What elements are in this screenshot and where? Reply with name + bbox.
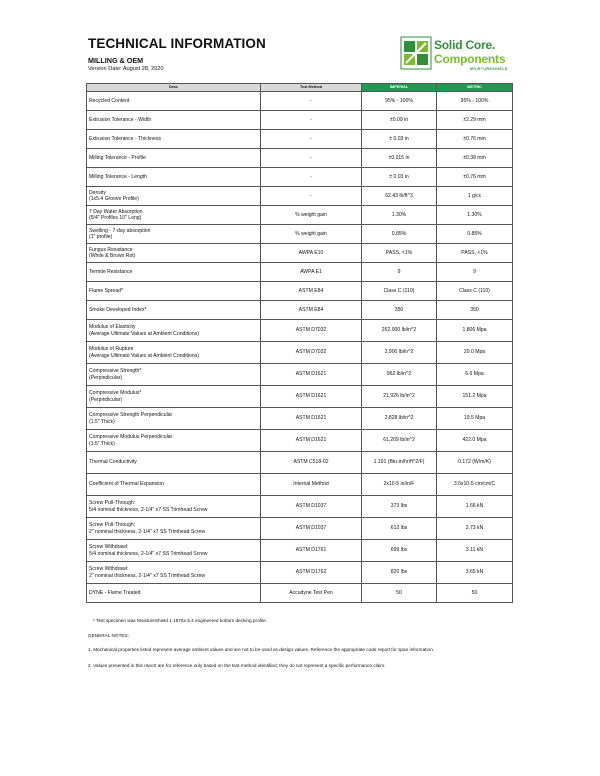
table-row [87,187,513,206]
spec-table-body [87,92,513,603]
cell-desc-line2: (5/4" Profiles 10" Long) [89,215,142,221]
cell-desc [87,111,261,130]
table-row [87,282,513,301]
cell-imperial: 2,900 lb/in^2 [362,342,437,364]
header-metric: METRIC [437,84,513,92]
cell-desc [87,320,261,342]
cell-desc-line1: Milling Tolerance - Profile [89,154,146,161]
table-row [87,562,513,584]
cell-test-method: - [261,168,362,187]
cell-desc-line1: Swelling - 7-day absorption [89,227,151,234]
cell-imperial: ± 0.03 in [362,130,437,149]
cell-metric: 1.66 kN [437,496,513,518]
cell-metric: 1,806 Mpa [437,320,513,342]
cell-desc-line1: Compressive Modulus* [89,390,142,397]
table-row [87,168,513,187]
cell-imperial: 2x10-5 in/in/F [362,474,437,496]
cell-test-method: ASTM D7032 [261,342,362,364]
cell-test-method: ASTM D1621 [261,364,362,386]
general-note-1: 1. Mechanical properties listed represent average ambient values and are not to be used as design values. Reference the appropriate code report for span information. [88,647,435,652]
cell-metric: 20.0 Mpa [437,342,513,364]
company-logo [400,34,516,80]
cell-imperial: 21,926 lb/in^2 [362,386,437,408]
cell-metric: 3.65 kN [437,562,513,584]
cell-desc-line1: Smoke Developed Index* [89,306,147,313]
cell-desc-line2: 5/4 nominal thickness, 2-1/4" x7 SS Trimhead Screw [89,506,208,513]
cell-desc-line1: Recycled Content [89,97,130,104]
cell-imperial: 262,000 lb/in^2 [362,320,437,342]
cell-imperial: 1.191 (Btu-in/hr/ft^2/F) [362,452,437,474]
page-subtitle: MILLING & OEM [88,56,144,65]
cell-desc-line1: Fungus Resistance [89,246,133,253]
cell-desc-line2: (Perpindicular) [89,396,123,403]
cell-desc-line1: Extrusion Tolerance - Width [89,116,152,123]
cell-desc [87,496,261,518]
cell-desc-line2: (Average Ultimate Values at Ambient Conditions) [89,352,199,359]
cell-desc-line2: (1.5" Thick) [89,418,115,425]
spec-table [86,83,513,603]
cell-desc [87,518,261,540]
cell-desc-line1: Flame Spread* [89,287,123,294]
table-row [87,364,513,386]
cell-imperial: 9 [362,263,437,282]
cell-imperial: 373 lbs [362,496,437,518]
cell-desc [87,408,261,430]
cell-test-method: ASTM D1037 [261,496,362,518]
table-header-row [87,84,513,92]
cell-desc [87,168,261,187]
cell-imperial: 962 lb/in^2 [362,364,437,386]
logo-word-solid-core: Solid Core. [434,38,496,52]
cell-desc-line1: Termite Resistance [89,268,133,275]
cell-desc-line1: Modulus of Elasticity [89,324,136,331]
general-note-2: 2. Values presented in this report are for reference only based on the test method identified; they do not represent a specific performance claim. [88,663,386,668]
cell-test-method: ASTM D1621 [261,430,362,452]
cell-desc-line1: Screw Withdrawl: [89,544,129,551]
cell-metric: ±0.76 mm [437,130,513,149]
table-row [87,452,513,474]
cell-desc [87,225,261,244]
table-row [87,408,513,430]
version-date: Version Date: August 28, 2020 [88,66,164,72]
table-row [87,320,513,342]
cell-desc-line1: Extrusion Tolerance - Thickness [89,135,162,142]
cell-desc-line1: Compressive Strength Perpendicular [89,412,173,419]
cell-desc [87,364,261,386]
table-row [87,518,513,540]
table-row [87,342,513,364]
cell-test-method: ASTM D1761 [261,540,362,562]
cell-desc-line2: (1" profile) [89,234,113,240]
cell-desc-line2: 2" nominal thickness, 2-1/4" x7 SS Trimhead Screw [89,528,206,535]
header-imperial: IMPERIAL [362,84,437,92]
cell-metric: 0.85% [437,225,513,244]
cell-metric: 0.172 (W/m/K) [437,452,513,474]
cell-desc [87,452,261,474]
cell-desc-line2: (White & Brown Rot) [89,253,136,259]
cell-metric: Class C (110) [437,282,513,301]
cell-test-method: - [261,130,362,149]
cell-desc-line2: 2" nominal thickness, 2-1/4" x7 SS Trimhead Screw [89,572,206,579]
table-row [87,263,513,282]
cell-imperial: 95% - 100% [362,92,437,111]
table-row [87,130,513,149]
cell-desc [87,187,261,206]
cell-test-method: ASTM D1762 [261,562,362,584]
cell-imperial: ± 0.03 in [362,168,437,187]
cell-test-method: % weight gain [261,225,362,244]
cell-metric: ±0.38 mm [437,149,513,168]
cell-imperial: 1.30% [362,206,437,225]
cell-desc-line1: Compressive Modulus Perpendicular [89,434,173,441]
cell-metric: ±2.29 mm [437,111,513,130]
cell-desc-line2: 5/4 nominal thickness, 2-1/4" x7 SS Trimhead Screw [89,550,208,557]
cell-desc-line1: Coefficient of Thermal Expansion [89,481,164,488]
table-row [87,474,513,496]
cell-test-method: ASTM D1037 [261,518,362,540]
cell-imperial: 50 [362,584,437,603]
cell-desc [87,386,261,408]
cell-imperial: PASS, <1% [362,244,437,263]
table-row [87,540,513,562]
cell-metric: 19.5 Mpa [437,408,513,430]
header-test-method: Test Method [261,84,362,92]
cell-metric: 9 [437,263,513,282]
cell-desc-line1: Density [89,189,106,196]
cell-test-method: % weight gain [261,206,362,225]
cell-metric: 3.6x10-5 cm/cm/C [437,474,513,496]
cell-metric: 350 [437,301,513,320]
cell-desc-line1: Screw Pull-Through: [89,500,136,507]
table-row [87,301,513,320]
cell-metric: PASS, <1% [437,244,513,263]
cell-metric: 50 [437,584,513,603]
general-notes-heading: GENERAL NOTES: [88,633,129,638]
cell-imperial: 0.85% [362,225,437,244]
cell-desc [87,92,261,111]
cell-desc [87,206,261,225]
cell-metric: 1 g/cc [437,187,513,206]
cell-desc-line1: Thermal Conductivity [89,459,137,466]
cell-desc [87,430,261,452]
cell-metric: 6.6 Mpa [437,364,513,386]
cell-imperial: 699 lbs [362,540,437,562]
cell-test-method: ASTM C518-02 [261,452,362,474]
cell-imperial: 61,209 lb/in^2 [362,430,437,452]
table-row [87,149,513,168]
cell-test-method: Accudyne Test Pen [261,584,362,603]
cell-metric: 151.2 Mpa [437,386,513,408]
table-row [87,386,513,408]
cell-desc-line1: 7 Day Water Absorption [89,208,143,215]
cell-test-method: - [261,187,362,206]
table-row [87,430,513,452]
cell-test-method: - [261,111,362,130]
table-row [87,496,513,518]
logo-word-moistureshield: MOISTURESHIELD [470,67,508,71]
cell-desc-line2: (1.5" Thick) [89,440,115,447]
cell-metric: ±0.76 mm [437,168,513,187]
cell-imperial: ±0.015 in [362,149,437,168]
table-row [87,584,513,603]
cell-test-method: AWPA E10 [261,244,362,263]
cell-test-method: Internal Method [261,474,362,496]
cell-test-method: ASTM D7032 [261,320,362,342]
cell-imperial: 820 lbs [362,562,437,584]
table-row [87,111,513,130]
cell-desc [87,474,261,496]
table-row [87,92,513,111]
cell-desc-line1: Milling Tolerance - Length [89,173,147,180]
header-desc: Desc [87,84,261,92]
cell-desc-line2: (Average Ultimate Values at Ambient Conditions) [89,330,199,337]
cell-desc [87,149,261,168]
cell-desc [87,540,261,562]
footnote: * Test specimen was MoistureShield 1.1875x 5.4 engineered bottom decking profile. [93,618,267,623]
cell-test-method: - [261,149,362,168]
cell-desc [87,562,261,584]
logo-word-components: Components [434,52,506,66]
cell-desc [87,342,261,364]
table-row [87,206,513,225]
cell-desc-line2: (Perpindicular) [89,374,123,381]
cell-desc-line2: (1x5.4 Groove Profile) [89,196,139,202]
cell-desc [87,244,261,263]
cell-desc-line1: Compressive Strength* [89,368,142,375]
logo-leaf-icon [400,36,432,70]
cell-imperial: ±0.09 in [362,111,437,130]
cell-desc-line1: Modulus of Rupture [89,346,134,353]
cell-metric: 2.73 kN [437,518,513,540]
cell-test-method: ASTM D1621 [261,386,362,408]
table-row [87,244,513,263]
cell-metric: 1.30% [437,206,513,225]
cell-desc-line1: DYNE - Flame Treated [89,589,141,596]
cell-imperial: 62.43 lb/ft^3 [362,187,437,206]
cell-desc [87,130,261,149]
cell-metric: 422.0 Mpa [437,430,513,452]
cell-imperial: 612 lbs [362,518,437,540]
cell-test-method: ASTM E84 [261,282,362,301]
cell-desc-line1: Screw Pull-Through: [89,522,136,529]
table-row [87,225,513,244]
page-title: TECHNICAL INFORMATION [88,36,266,51]
cell-test-method: - [261,92,362,111]
cell-desc [87,301,261,320]
cell-desc-line1: Screw Withdrawl: [89,566,129,573]
cell-test-method: ASTM E84 [261,301,362,320]
cell-test-method: ASTM D1621 [261,408,362,430]
cell-desc [87,263,261,282]
cell-imperial: Class C (110) [362,282,437,301]
cell-imperial: 350 [362,301,437,320]
cell-desc [87,282,261,301]
cell-imperial: 2,828 lb/in^2 [362,408,437,430]
cell-test-method: AWPA E1 [261,263,362,282]
cell-metric: 3.11 kN [437,540,513,562]
cell-metric: 95% - 100% [437,92,513,111]
cell-desc [87,584,261,603]
